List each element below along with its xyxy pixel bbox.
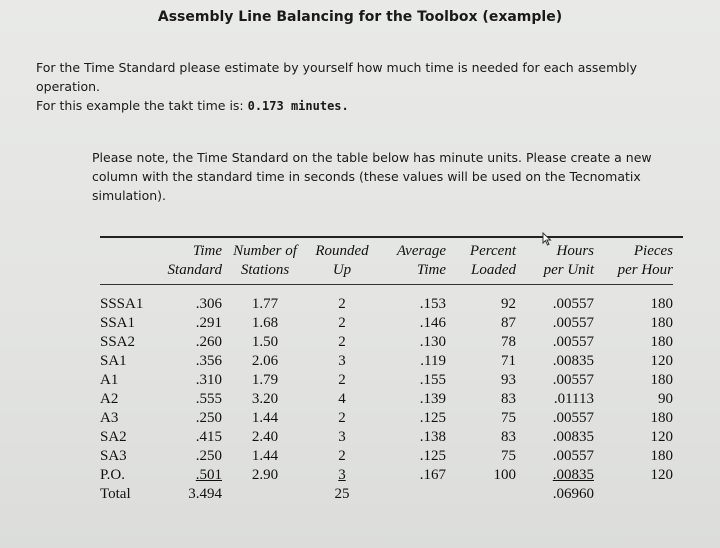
cell-rounded: 4 (338, 391, 346, 407)
intro-line: For the Time Standard please estimate by yourself how much time is needed for each assembly operation. (36, 60, 638, 94)
intro-paragraph (36, 58, 676, 116)
header-pieces-1: Pieces (633, 243, 673, 259)
total-stations (222, 485, 308, 504)
total-row (100, 485, 673, 504)
cell-stations: 1.50 (251, 334, 279, 350)
cell-rounded: 2 (338, 315, 346, 331)
total-average (376, 485, 446, 504)
cell-rounded: 2 (338, 410, 346, 426)
cell-operation: SSA1 (100, 315, 136, 331)
header-avg-1: Average (396, 243, 446, 259)
table-row (100, 333, 673, 352)
total-rounded: 25 (334, 486, 350, 502)
cell-stations: 1.44 (251, 410, 279, 426)
header-pieces-2: per Hour (594, 261, 673, 285)
cell-stations: 1.77 (251, 296, 279, 312)
cell-stations: 2.90 (251, 467, 279, 483)
cell-time-standard: .356 (195, 353, 222, 369)
header-pct-2: Loaded (446, 261, 516, 285)
takt-line (36, 96, 676, 116)
cell-pieces: 120 (650, 429, 673, 445)
table-row (100, 409, 673, 428)
cell-pieces: 180 (650, 315, 673, 331)
cell-percent: 100 (493, 467, 516, 483)
cell-average: .130 (419, 334, 446, 350)
cell-hours: .01113 (553, 391, 594, 407)
cell-time-standard: .291 (195, 315, 222, 331)
cell-pieces: 180 (650, 296, 673, 312)
table-top-rule (100, 236, 683, 238)
cell-hours: .00835 (552, 467, 594, 483)
cell-operation: A1 (100, 372, 119, 388)
cell-percent: 78 (501, 334, 516, 350)
cell-hours: .00557 (552, 315, 594, 331)
cell-average: .146 (419, 315, 446, 331)
cell-hours: .00557 (552, 334, 594, 350)
cell-time-standard: .555 (195, 391, 222, 407)
table-row (100, 428, 673, 447)
cell-pieces: 180 (650, 372, 673, 388)
header-name-2 (100, 261, 164, 285)
cell-rounded: 3 (338, 353, 346, 369)
cell-percent: 71 (501, 353, 516, 369)
takt-value: 0.173 minutes. (247, 99, 349, 113)
cell-operation: SA1 (100, 353, 127, 369)
cell-average: .155 (419, 372, 446, 388)
table-row (100, 466, 673, 485)
note-paragraph: Please note, the Time Standard on the table below has minute units. Please create a new column with the standard time in seconds (these values will be used on the Tecnomatix simulation). (92, 150, 652, 203)
cell-average: .167 (419, 467, 446, 483)
header-name-1 (100, 242, 164, 261)
line-balancing-table (100, 242, 673, 504)
cell-rounded: 2 (338, 296, 346, 312)
table-row (100, 390, 673, 409)
cell-average: .125 (419, 448, 446, 464)
cell-rounded: 2 (338, 334, 346, 350)
cell-time-standard: .250 (195, 410, 222, 426)
cell-operation: SSSA1 (100, 296, 144, 312)
takt-prefix: For this example the takt time is: (36, 98, 248, 113)
cell-pieces: 180 (650, 448, 673, 464)
table-row (100, 314, 673, 333)
cell-operation: A2 (100, 391, 119, 407)
cell-time-standard: .306 (195, 296, 222, 312)
header-pct-1: Percent (469, 243, 516, 259)
header-stations-2: Stations (222, 261, 308, 285)
cell-percent: 83 (501, 391, 516, 407)
cell-percent: 87 (501, 315, 516, 331)
total-percent (446, 485, 516, 504)
total-hours: .06960 (552, 486, 594, 502)
cell-average: .138 (419, 429, 446, 445)
cell-hours: .00557 (552, 296, 594, 312)
cell-hours: .00835 (552, 353, 594, 369)
cell-percent: 75 (501, 448, 516, 464)
cell-rounded: 3 (338, 429, 346, 445)
cell-time-standard: .310 (195, 372, 222, 388)
header-row-top (100, 242, 673, 261)
total-time-standard: 3.494 (188, 486, 222, 502)
header-std-2: Standard (164, 261, 222, 285)
header-rounded-1: Rounded (315, 243, 369, 259)
cell-rounded: 2 (338, 372, 346, 388)
cell-time-standard: .250 (195, 448, 222, 464)
header-row-bottom (100, 261, 673, 285)
cell-time-standard: .415 (195, 429, 222, 445)
cell-average: .119 (420, 353, 446, 369)
table-row (100, 371, 673, 390)
cell-stations: 2.06 (251, 353, 279, 369)
cell-average: .125 (419, 410, 446, 426)
cell-percent: 92 (501, 296, 516, 312)
header-rounded-2: Up (308, 261, 376, 285)
cell-operation: P.O. (100, 467, 126, 483)
total-pieces (594, 485, 673, 504)
cell-rounded: 3 (338, 467, 346, 483)
cell-pieces: 120 (650, 353, 673, 369)
header-hours-1: Hours (556, 243, 594, 259)
cell-percent: 83 (501, 429, 516, 445)
cell-operation: SSA2 (100, 334, 136, 350)
cell-stations: 1.79 (251, 372, 279, 388)
header-std-1: Time (192, 243, 222, 259)
cell-hours: .00557 (552, 372, 594, 388)
cell-stations: 1.68 (251, 315, 279, 331)
page-title: Assembly Line Balancing for the Toolbox (example) (157, 9, 563, 25)
cell-hours: .00557 (552, 448, 594, 464)
cell-average: .153 (419, 296, 446, 312)
cell-rounded: 2 (338, 448, 346, 464)
table-row (100, 447, 673, 466)
cell-hours: .00557 (552, 410, 594, 426)
cell-pieces: 120 (650, 467, 673, 483)
cell-hours: .00835 (552, 429, 594, 445)
table-row (100, 352, 673, 371)
cell-operation: A3 (100, 410, 119, 426)
cell-operation: SA2 (100, 429, 127, 445)
cell-time-standard: .260 (195, 334, 222, 350)
cell-stations: 1.44 (251, 448, 279, 464)
cell-time-standard: .501 (195, 467, 222, 483)
cell-pieces: 180 (650, 334, 673, 350)
cell-percent: 75 (501, 410, 516, 426)
cell-stations: 2.40 (251, 429, 279, 445)
header-hours-2: per Unit (516, 261, 594, 285)
cell-percent: 93 (501, 372, 516, 388)
cell-operation: SA3 (100, 448, 127, 464)
cell-pieces: 180 (650, 410, 673, 426)
header-avg-2: Time (376, 261, 446, 285)
cell-stations: 3.20 (251, 391, 279, 407)
total-label: Total (100, 486, 131, 502)
header-stations-1: Number of (233, 243, 297, 259)
cell-pieces: 90 (658, 391, 673, 407)
cell-average: .139 (419, 391, 446, 407)
table-row (100, 285, 673, 315)
